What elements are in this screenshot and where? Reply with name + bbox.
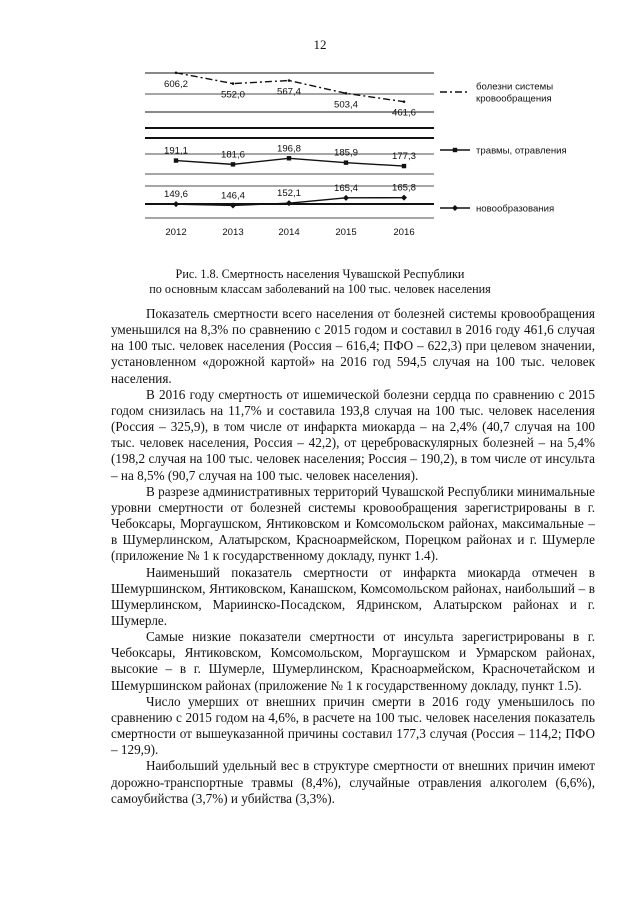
page-number: 12 bbox=[313, 37, 327, 52]
data-label: 181,6 bbox=[220, 149, 246, 161]
data-point-marker bbox=[231, 162, 235, 166]
data-label: 185,9 bbox=[333, 147, 359, 159]
data-point-marker bbox=[343, 195, 349, 201]
x-tick-label: 2012 bbox=[165, 227, 187, 238]
data-point-marker bbox=[173, 201, 179, 207]
figure-caption-line-1: Рис. 1.8. Смертность населения Чувашской Республики bbox=[175, 267, 465, 281]
paragraph: Наибольший удельный вес в структуре смертности от внешних причин имеют дорожно-транспортные травмы (8,4%), случайные отравления алкоголем (6,6%), самоубийства (3,7%) и убийства (3,3%). bbox=[111, 758, 595, 806]
paragraph: Наименьший показатель смертности от инфаркта миокарда отмечен в Шемуршинском, Янтиковском, Канашском, Комсомольском районах, наибольший – в Шумерлинском, Мариинско-Посадском, Ядринском, Алатырском районах и г. Шумерле. bbox=[111, 564, 595, 628]
paragraph: Показатель смертности всего населения от болезней системы кровообращения уменьшился на 8,3% по сравнению с 2015 годом и составил в 2016 году 461,6 случая на 100 тыс. человек населения (Россия – 616,4; ПФО – 622,3) при целевом значении, установленном «дорожной картой» на 2016 год 594,5 случая на 100 тыс. человек населения. bbox=[111, 306, 595, 386]
data-point-marker bbox=[286, 200, 292, 206]
paragraph: Самые низкие показатели смертности от инсульта зарегистрированы в г. Чебоксары, Янтиковском, Комсомольском, Моргаушском и Урмарском районах, высокие – в г. Шумерле, Шумерлинском, Красноармейском, Красночетайском и Шемуршинском районах (приложение № 1 к государственному докладу, пункт 1.5). bbox=[111, 629, 595, 693]
data-label: 165,8 bbox=[391, 182, 417, 194]
data-label: 146,4 bbox=[220, 190, 246, 202]
data-point-marker bbox=[174, 158, 178, 162]
x-tick-label: 2016 bbox=[393, 227, 415, 238]
data-point-marker bbox=[287, 156, 291, 160]
legend-label: кровообращения bbox=[476, 93, 552, 105]
data-label: 606,2 bbox=[163, 78, 189, 90]
x-tick-label: 2014 bbox=[278, 227, 300, 238]
x-tick-label: 2015 bbox=[335, 227, 357, 238]
paragraph: Число умерших от внешних причин смерти в 2016 году уменьшилось по сравнению с 2015 годом на 4,6%, в расчете на 100 тыс. человек населения показатель смертности от вышеуказанной причины составил 177,3 случая (Россия – 114,2; ПФО – 129,9). bbox=[111, 693, 595, 758]
data-label: 177,3 bbox=[391, 151, 417, 163]
legend-marker bbox=[452, 205, 458, 211]
paragraph: В 2016 году смертность от ишемической болезни сердца по сравнению с 2015 годом снизилась на 11,7% и составила 193,8 случая на 100 тыс. человек населения (Россия – 325,9), в том числе от инфаркта миокарда – на 2,4% (40,7 случая на 100 тыс. человек населения, Россия – 42,2), от цереброваскулярных болезней – на 5,4% (198,2 случая на 100 тыс. человек населения; Россия – 190,2), в том числе от инсульта – на 8,5% (90,7 случая на 100 тыс. человек населения). bbox=[111, 386, 595, 483]
data-point-marker bbox=[401, 195, 407, 201]
data-point-marker bbox=[175, 71, 178, 74]
data-point-marker bbox=[288, 79, 291, 82]
legend-label: травмы, отравления bbox=[476, 145, 567, 157]
legend-label: болезни системы bbox=[476, 81, 554, 93]
data-label: 152,1 bbox=[276, 188, 302, 200]
data-label: 567,4 bbox=[276, 86, 302, 98]
data-point-marker bbox=[344, 160, 348, 164]
data-label: 196,8 bbox=[276, 143, 302, 155]
data-point-marker bbox=[402, 164, 406, 168]
mortality-line-chart bbox=[0, 58, 640, 258]
data-label: 165,4 bbox=[333, 182, 359, 194]
body-text bbox=[111, 306, 595, 807]
data-label: 503,4 bbox=[333, 99, 359, 111]
data-label: 191,1 bbox=[163, 145, 189, 157]
chart-x-axis bbox=[165, 227, 414, 238]
chart-data-labels bbox=[164, 79, 416, 202]
chart-legend bbox=[440, 82, 567, 215]
paragraph: В разрезе административных территорий Чувашской Республики минимальные уровни смертности от болезней системы кровообращения зарегистрированы в г. Чебоксары, Моргаушском, Янтиковском и Комсомольском районах, максимальные – в Шумерлинском, Алатырском, Красноармейском, Порецком районах и г. Шумерле (приложение № 1 к государственному докладу, пункт 1.4). bbox=[111, 483, 595, 564]
legend-label: новообразования bbox=[476, 203, 555, 215]
data-label: 461,6 bbox=[391, 107, 417, 119]
data-label: 149,6 bbox=[163, 189, 189, 201]
data-point-marker bbox=[232, 82, 235, 85]
data-point-marker bbox=[345, 92, 348, 95]
figure-caption bbox=[0, 267, 640, 297]
x-tick-label: 2013 bbox=[222, 227, 244, 238]
data-label: 552,0 bbox=[220, 89, 246, 101]
legend-marker bbox=[453, 148, 457, 152]
figure-caption-line-2: по основным классам заболеваний на 100 тыс. человек населения bbox=[149, 282, 491, 296]
data-point-marker bbox=[403, 100, 406, 103]
